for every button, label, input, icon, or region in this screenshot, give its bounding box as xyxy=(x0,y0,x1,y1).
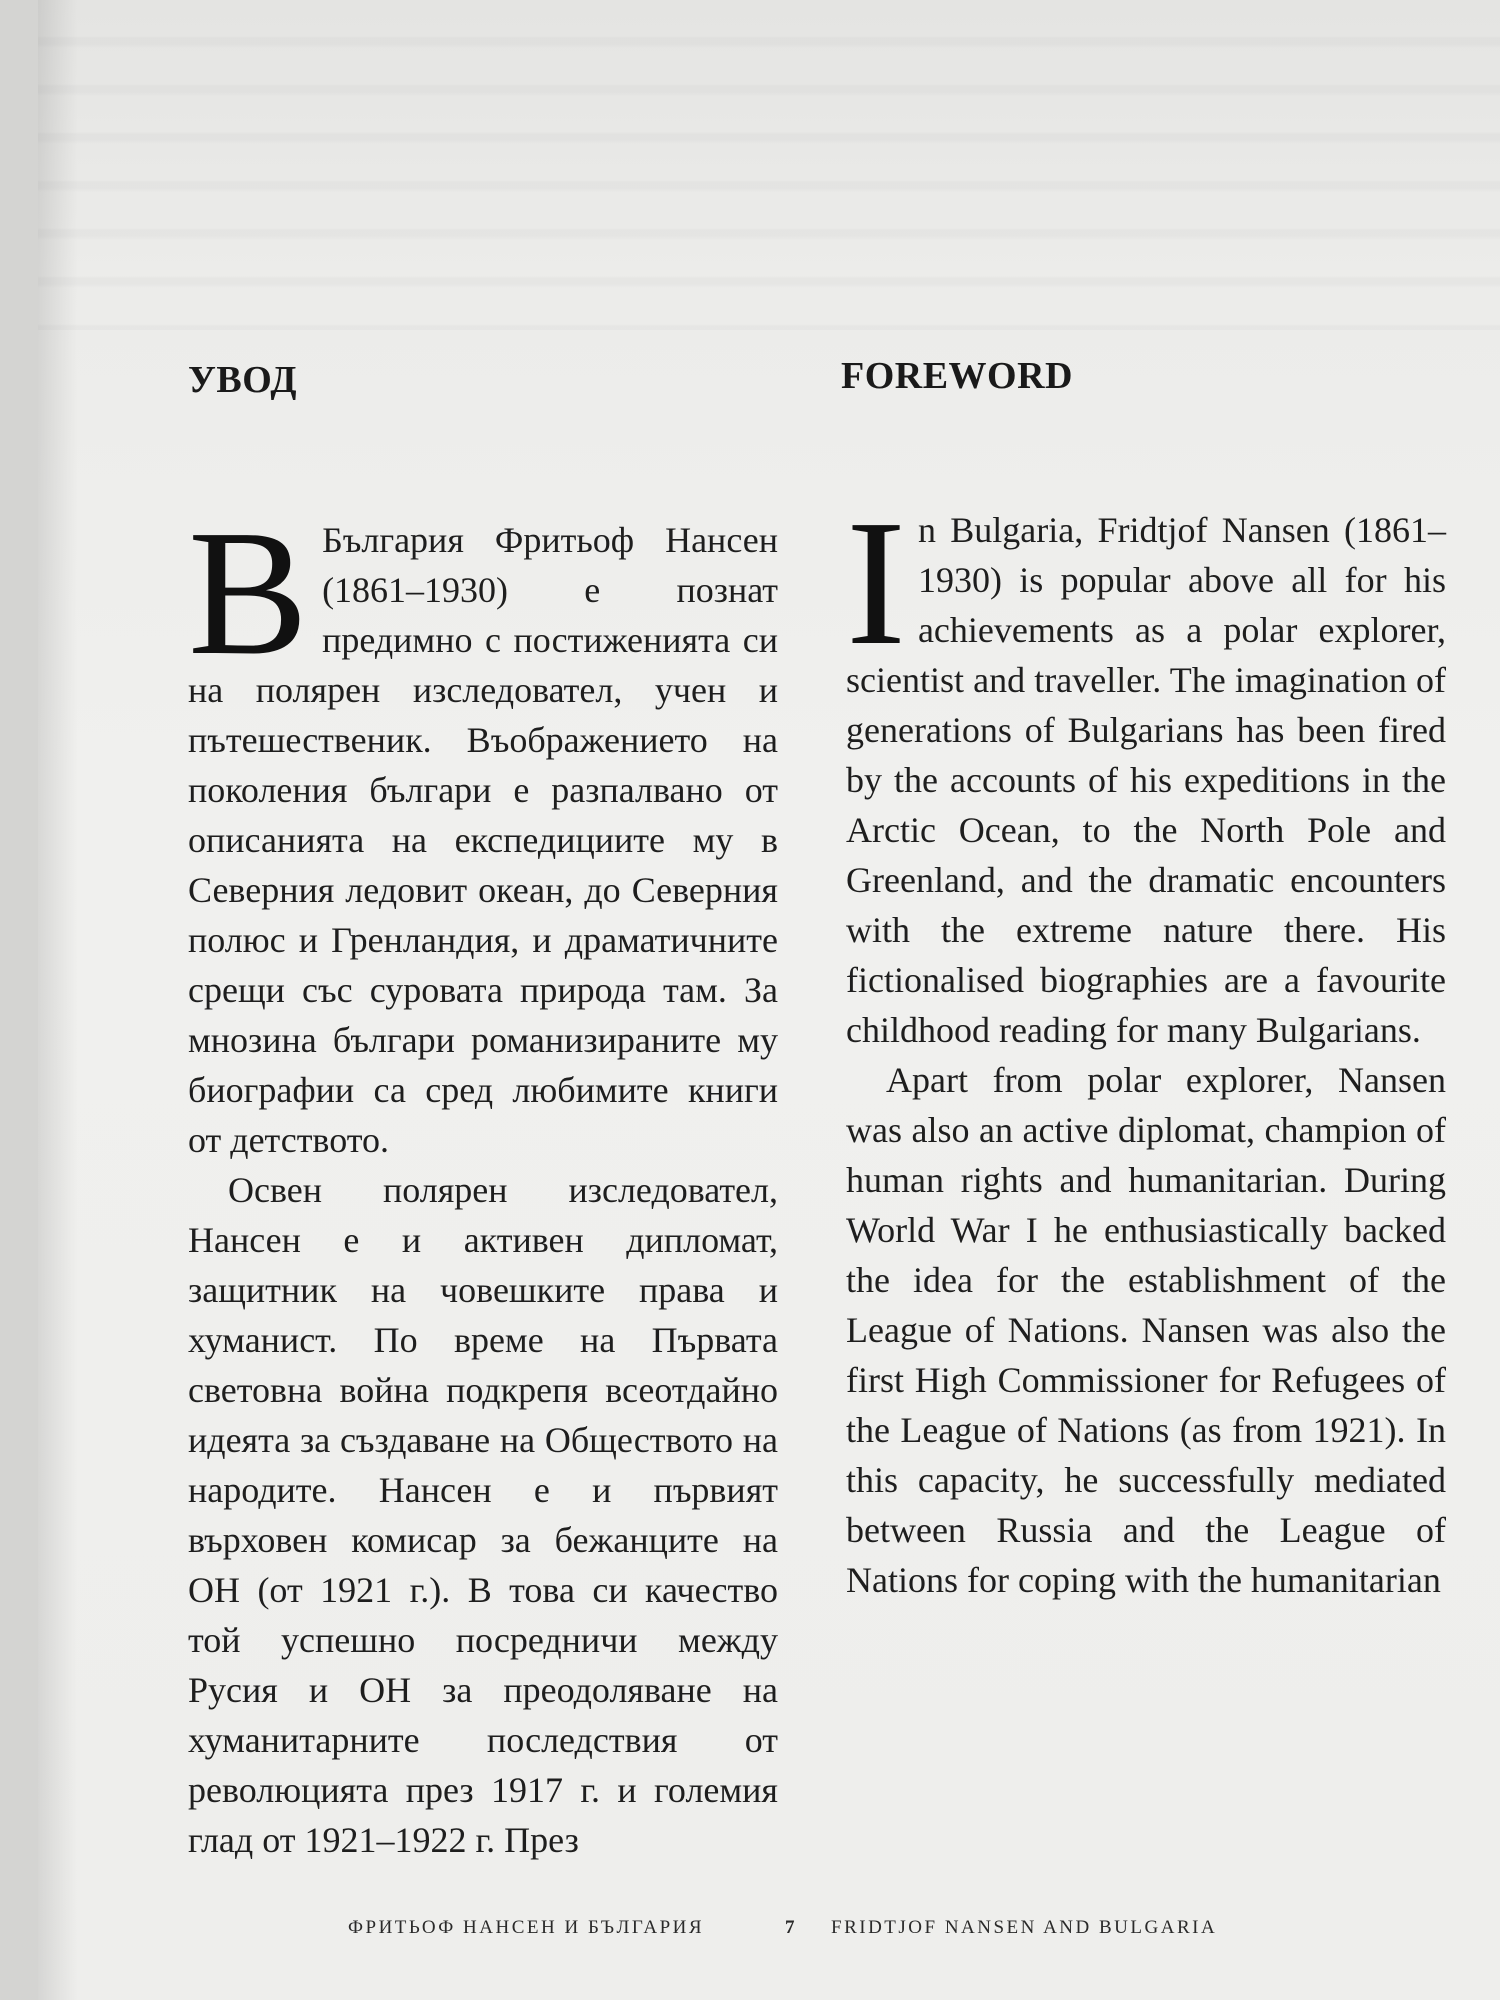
bulgarian-column xyxy=(188,493,778,1865)
bulgarian-dropcap: В xyxy=(188,493,309,692)
english-column xyxy=(846,483,1446,1605)
bulgarian-paragraph-2: Освен полярен изследовател, Нансен е и активен дипломат, защитник на човешките права и хуманист. По време на Първата световна война подкрепя всеотдайно идеята за създаване на Обществото на народите. Нансен е и първият върховен комисар за бежанците на ОН (от 1921 г.). В това си качество той успешно посредничи между Русия и ОН за преодоляване на хуманитарните последствия от революцията през 1917 г. и големия глад от 1921–1922 г. През xyxy=(188,1170,778,1860)
english-dropcap: I xyxy=(846,483,906,682)
english-paragraph-1-text: n Bulgaria, Fridtjof Nansen (1861–1930) is popular above all for his achievements as a polar explorer, scientist and traveller. The imagination of generations of Bulgarians has been fired by the accounts of his expeditions in the Arctic Ocean, to the North Pole and Greenland, and the dramatic encounters with the extreme nature there. His fictionalised biographies are a favourite childhood reading for many Bulgarians. xyxy=(846,510,1446,1050)
page-number: 7 xyxy=(785,1917,797,1938)
book-page xyxy=(38,0,1500,2000)
english-heading: FOREWORD xyxy=(841,355,1073,397)
footer-bulgarian-title: ФРИТЬОФ НАНСЕН И БЪЛГАРИЯ xyxy=(348,1917,705,1938)
running-footer xyxy=(38,1917,1500,1957)
bulgarian-paragraph-1 xyxy=(188,493,778,1165)
footer-english-title: FRIDTJOF NANSEN AND BULGARIA xyxy=(831,1917,1218,1938)
bulgarian-heading: УВОД xyxy=(188,359,298,401)
show-through-text xyxy=(38,0,1500,330)
english-paragraph-2: Apart from polar explorer, Nansen was also an active diplomat, champion of human rights and humanitarian. During World War I he enthusiastically backed the idea for the establishment of the League of Nations. Nansen was also the first High Commissioner for Refugees of the League of Nations (as from 1921). In this capacity, he successfully mediated between Russia and the League of Nations for coping with the humanitarian xyxy=(846,1060,1446,1600)
bulgarian-paragraph-1-text: България Фритьоф Нансен (1861–1930) е познат предимно с постиженията си на полярен изследовател, учен и пътешественик. Въображението на поколения българи е разпалвано от описанията на експедициите му в Северния ледовит океан, до Северния полюс и Гренландия, и драматичните срещи със суровата природа там. За мнозина българи романизираните му биографии са сред любимите книги от детството. xyxy=(188,520,778,1160)
english-paragraph-1 xyxy=(846,483,1446,1055)
